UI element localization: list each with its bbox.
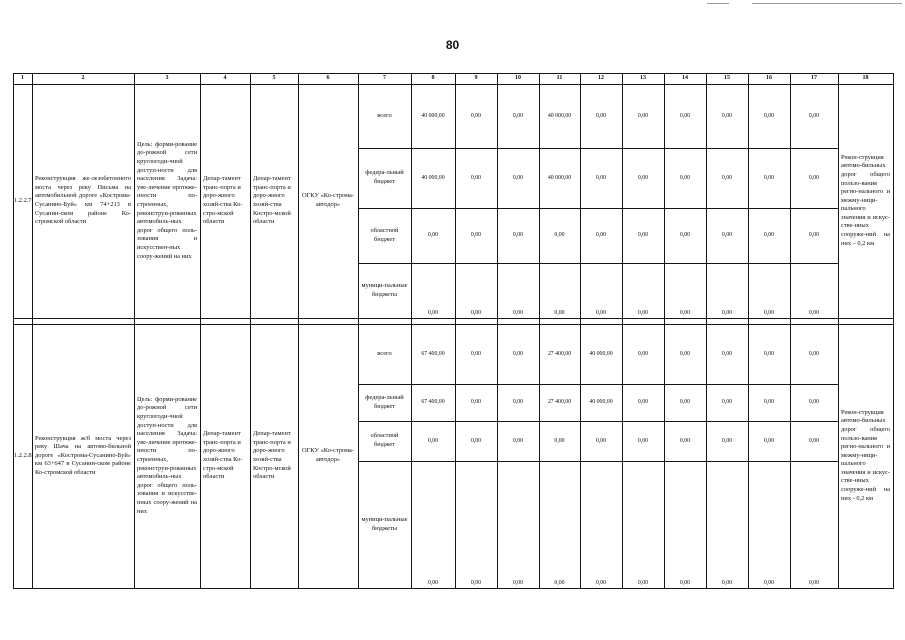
- funding-value: 0,00: [470, 350, 482, 357]
- column-header-4: 4: [223, 75, 227, 82]
- funding-value: 0,00: [512, 399, 524, 406]
- item-code: 1.2.2.8: [14, 451, 32, 459]
- funding-value: 0,00: [595, 174, 607, 181]
- funding-value: 0,00: [679, 350, 691, 357]
- funding-value: 0,00: [637, 232, 649, 239]
- page-number: 80: [445, 38, 460, 52]
- column-header-14: 14: [682, 75, 688, 82]
- column-header-7: 7: [383, 75, 386, 82]
- funding-value: 0,00: [512, 174, 524, 181]
- funding-value: 0,00: [679, 399, 691, 406]
- funding-source: областной бюджет: [370, 226, 399, 243]
- funding-value: 0,00: [721, 232, 733, 239]
- funding-value: 0,00: [721, 310, 733, 317]
- column-header-5: 5: [272, 75, 276, 82]
- item-result: Рекон-струкция автомо-бильных дорог общего пользо-вания регио-нального и межму-ници-пального значения и искус-стве-нных сооруже-ний на них - 0,2 км: [841, 408, 890, 502]
- funding-value: 0,00: [721, 580, 733, 587]
- column-header-6: 6: [326, 75, 330, 82]
- table-rule: [134, 73, 135, 589]
- funding-value: 0,00: [554, 232, 565, 239]
- funding-value: 0,00: [427, 310, 439, 317]
- item-department: Депар-тамент транс-порта и доро-жного хозяй-ства Ко-стро-мской области: [203, 175, 243, 226]
- funding-value: 0,00: [595, 580, 607, 587]
- funding-source: федера-льный бюджет: [365, 393, 404, 410]
- funding-value: 0,00: [721, 174, 733, 181]
- funding-value: 0,00: [763, 350, 775, 357]
- funding-value: 0,00: [595, 437, 607, 444]
- funding-value: 0,00: [427, 232, 439, 239]
- table-rule: [455, 73, 456, 589]
- funding-value: 27 400,00: [547, 350, 572, 357]
- table-rule: [893, 73, 894, 589]
- column-header-12: 12: [598, 75, 604, 82]
- item-department: Депар-тамент транс-порта и доро-жного хозяй-ства Ко-стро-мской области: [203, 430, 243, 481]
- funding-value: 0,00: [512, 580, 524, 587]
- funding-value: 0,00: [427, 580, 439, 587]
- funding-value: 0,00: [637, 174, 649, 181]
- item-executor: ОГКУ «Ко-строма-автодор»: [302, 192, 354, 208]
- funding-value: 0,00: [679, 310, 691, 317]
- funding-value: 0,00: [595, 232, 607, 239]
- funding-value: 67 400,00: [421, 350, 445, 357]
- funding-value: 40 000,00: [589, 350, 613, 357]
- funding-value: 40 000,00: [547, 112, 572, 119]
- funding-value: 0,00: [554, 310, 565, 317]
- column-header-15: 15: [724, 75, 730, 82]
- funding-value: 0,00: [470, 437, 482, 444]
- table-rule: [838, 73, 839, 589]
- funding-value: 67 400,00: [421, 399, 445, 406]
- table-rule: [748, 73, 749, 589]
- funding-value: 0,00: [470, 399, 482, 406]
- column-header-8: 8: [431, 75, 435, 82]
- column-header-10: 10: [515, 75, 521, 82]
- funding-source: всего: [377, 111, 392, 119]
- funding-value: 0,00: [512, 437, 524, 444]
- funding-source: всего: [377, 349, 392, 357]
- item-goal: Цель: форми-рование до-рожной сети круглогоди-чной доступ-ности для населения Задача: уве-личение протяже-нности по-строенных, реконструи-рованных автомобиль-ных дорог общего поль-зования и искусстве-нных соору-жений на них: [137, 395, 197, 515]
- funding-value: 0,00: [808, 350, 820, 357]
- funding-value: 0,00: [637, 310, 649, 317]
- funding-value: 0,00: [470, 174, 482, 181]
- column-header-13: 13: [640, 75, 646, 82]
- funding-value: 0,00: [470, 310, 482, 317]
- column-header-9: 9: [474, 75, 478, 82]
- column-header-2: 2: [81, 75, 85, 82]
- funding-source: федера-льный бюджет: [365, 169, 404, 185]
- item-goal: Цель: форми-рование до-рожной сети круглогоди-чной доступ-ности для населения Задача: уве-личение протяже-нности по-строенных, реконструи-рованных автомобиль-ных дорог общего поль-зования и искусствен-ных соору-жений на них: [137, 140, 197, 260]
- funding-value: 0,00: [637, 437, 649, 444]
- table-rule: [539, 73, 540, 589]
- table-rule: [13, 73, 14, 589]
- funding-value: 0,00: [595, 112, 607, 119]
- funding-value: 0,00: [808, 232, 820, 239]
- table-rule: [298, 73, 299, 589]
- funding-value: 0,00: [679, 437, 691, 444]
- funding-value: 0,00: [763, 580, 775, 587]
- funding-value: 0,00: [470, 580, 482, 587]
- funding-value: 0,00: [721, 112, 733, 119]
- funding-value: 27 400,00: [547, 399, 572, 406]
- funding-value: 0,00: [679, 232, 691, 239]
- funding-value: 0,00: [512, 310, 524, 317]
- table-rule: [790, 73, 791, 589]
- funding-value: 0,00: [808, 174, 820, 181]
- table-rule: [497, 73, 498, 589]
- table-rule: [622, 73, 623, 589]
- funding-value: 0,00: [763, 310, 775, 317]
- funding-value: 0,00: [427, 437, 439, 444]
- table-rule: [706, 73, 707, 589]
- item-coordinator: Депар-тамент транс-порта и доро-жного хозяй-ства Костро-мской области: [253, 430, 291, 481]
- item-result: Рекон-струкция автомо-бильных дорог общего пользо-вания регио-нального и межму-ници-пального значения и искус-стве-нных сооруже-ний на них – 0,2 км: [841, 153, 890, 247]
- funding-value: 0,00: [512, 350, 524, 357]
- funding-value: 0,00: [808, 112, 820, 119]
- column-header-1: 1: [21, 75, 24, 82]
- funding-value: 0,00: [470, 232, 482, 239]
- funding-value: 0,00: [679, 580, 691, 587]
- funding-source: муници-пальные бюджеты: [361, 515, 408, 532]
- funding-value: 0,00: [808, 399, 820, 406]
- column-header-17: 17: [811, 75, 817, 82]
- funding-value: 0,00: [554, 580, 565, 587]
- funding-value: 0,00: [637, 112, 649, 119]
- funding-value: 0,00: [808, 580, 820, 587]
- funding-value: 0,00: [679, 174, 691, 181]
- table-rule: [32, 73, 33, 589]
- item-name: Реконструкция же-лезобетонного моста через реку Письма на автомобильной дороге «Кострома-Сусанино-Буй» км 74+213 в Сусанин-ском районе Ко-стромской области: [35, 175, 131, 226]
- funding-value: 40 000,00: [589, 399, 613, 406]
- funding-value: 0,00: [512, 232, 524, 239]
- table-rule: [200, 73, 201, 589]
- funding-value: 0,00: [512, 112, 524, 119]
- funding-value: 0,00: [808, 310, 820, 317]
- funding-value: 40 000,00: [547, 174, 572, 181]
- item-executor: ОГКУ «Ко-строма-автодор»: [302, 447, 354, 463]
- funding-value: 0,00: [763, 174, 775, 181]
- table-rule: [13, 318, 893, 319]
- funding-value: 0,00: [721, 350, 733, 357]
- item-name: Реконструкция ж/б моста через реку Шача на автомо-бильной дороге «Кострома-Сусанино-Буй» км 63+647 в Сусанин-ском районе Ко-стромской области: [35, 434, 131, 476]
- funding-value: 0,00: [637, 399, 649, 406]
- funding-value: 0,00: [679, 112, 691, 119]
- funding-value: 0,00: [721, 399, 733, 406]
- table-rule: [580, 73, 581, 589]
- funding-value: 0,00: [763, 112, 775, 119]
- funding-value: 0,00: [637, 580, 649, 587]
- table-rule: [250, 73, 251, 589]
- funding-value: 0,00: [763, 232, 775, 239]
- funding-source: областной бюджет: [370, 432, 399, 448]
- funding-value: 0,00: [808, 437, 820, 444]
- item-coordinator: Депар-тамент транс-порта и доро-жного хозяй-ства Костро-мской области: [253, 175, 291, 226]
- column-header-16: 16: [766, 75, 772, 82]
- funding-value: 0,00: [763, 399, 775, 406]
- funding-value: 0,00: [637, 350, 649, 357]
- table-rule: [411, 73, 412, 589]
- table-rule: [664, 73, 665, 589]
- funding-value: 0,00: [554, 437, 565, 444]
- funding-value: 0,00: [721, 437, 733, 444]
- item-code: 1.2.2.7: [14, 196, 32, 204]
- funding-value: 40 000,00: [421, 174, 445, 181]
- table-rule: [358, 73, 359, 589]
- funding-value: 0,00: [595, 310, 607, 317]
- funding-value: 0,00: [763, 437, 775, 444]
- funding-source: муници-пальные бюджеты: [361, 281, 408, 298]
- column-header-11: 11: [556, 75, 563, 82]
- table-rule: [13, 588, 893, 589]
- funding-value: 40 000,00: [421, 112, 445, 119]
- column-header-18: 18: [862, 75, 869, 82]
- column-header-3: 3: [165, 75, 169, 82]
- funding-value: 0,00: [470, 112, 482, 119]
